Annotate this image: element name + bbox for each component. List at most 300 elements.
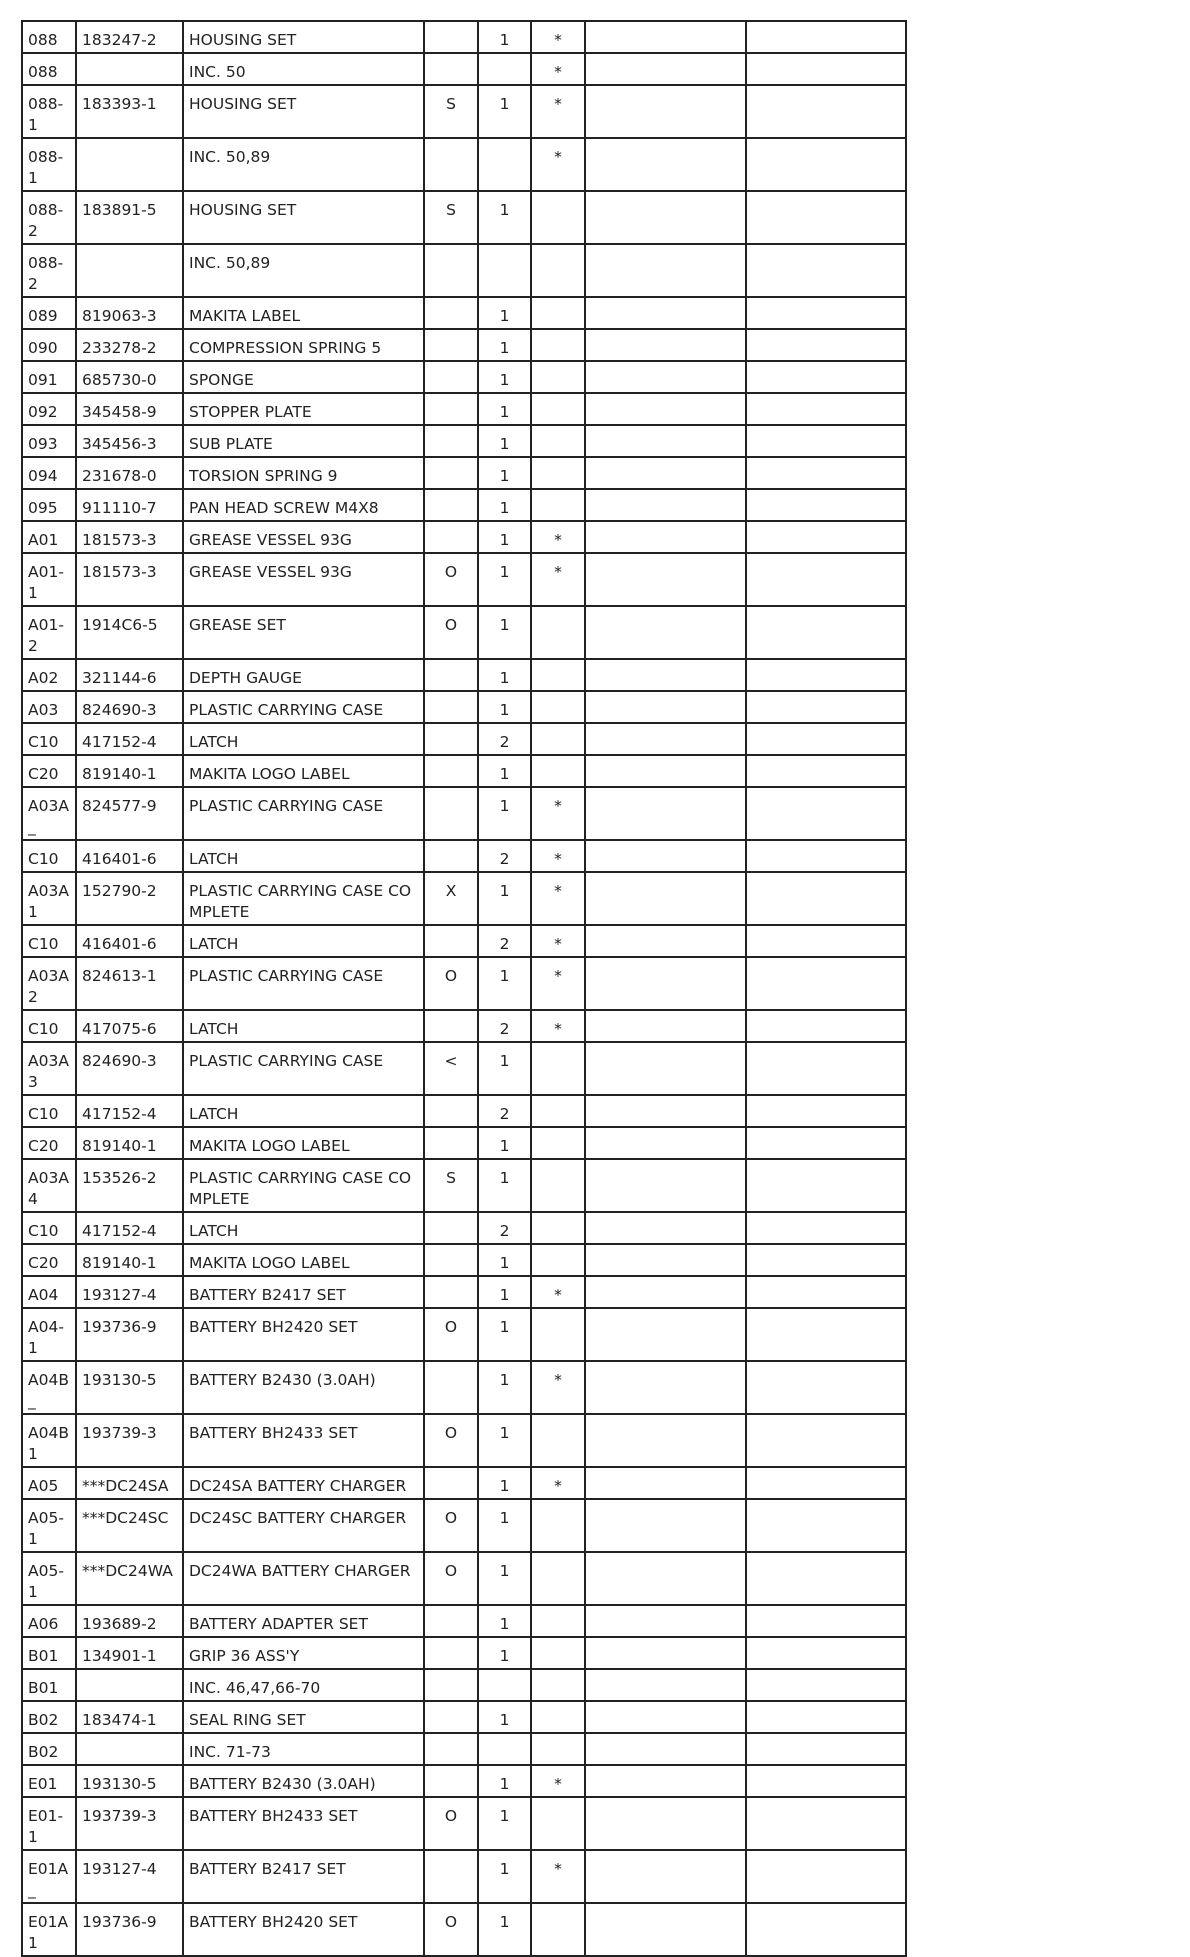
cell-qty: 1 bbox=[478, 1903, 531, 1956]
cell-item-no: A01-1 bbox=[22, 553, 76, 606]
cell-mark: * bbox=[531, 957, 585, 1010]
cell-extra-2 bbox=[746, 1637, 906, 1669]
cell-mark: * bbox=[531, 1467, 585, 1499]
cell-note bbox=[424, 1605, 478, 1637]
cell-qty: 2 bbox=[478, 1095, 531, 1127]
cell-note: O bbox=[424, 1308, 478, 1361]
table-row bbox=[22, 553, 906, 606]
cell-extra-1 bbox=[585, 872, 746, 925]
table-row bbox=[22, 138, 906, 191]
cell-item-no: B01 bbox=[22, 1669, 76, 1701]
cell-part-no: 231678-0 bbox=[76, 457, 183, 489]
cell-extra-2 bbox=[746, 1850, 906, 1903]
cell-extra-2 bbox=[746, 1733, 906, 1765]
cell-note bbox=[424, 1467, 478, 1499]
cell-note bbox=[424, 925, 478, 957]
cell-note bbox=[424, 361, 478, 393]
cell-note bbox=[424, 659, 478, 691]
cell-part-no: 1914C6-5 bbox=[76, 606, 183, 659]
cell-description: LATCH bbox=[183, 925, 424, 957]
cell-part-no: 193736-9 bbox=[76, 1903, 183, 1956]
cell-note bbox=[424, 1361, 478, 1414]
cell-part-no bbox=[76, 1669, 183, 1701]
cell-qty: 1 bbox=[478, 425, 531, 457]
cell-extra-2 bbox=[746, 1308, 906, 1361]
cell-extra-1 bbox=[585, 787, 746, 840]
table-row bbox=[22, 1042, 906, 1095]
cell-description: INC. 50,89 bbox=[183, 138, 424, 191]
cell-extra-2 bbox=[746, 840, 906, 872]
cell-part-no: 417075-6 bbox=[76, 1010, 183, 1042]
cell-extra-1 bbox=[585, 1361, 746, 1414]
cell-extra-1 bbox=[585, 1499, 746, 1552]
cell-note: S bbox=[424, 1159, 478, 1212]
cell-mark: * bbox=[531, 787, 585, 840]
cell-note bbox=[424, 1850, 478, 1903]
cell-description: GRIP 36 ASS'Y bbox=[183, 1637, 424, 1669]
cell-mark: * bbox=[531, 53, 585, 85]
cell-part-no: 819140-1 bbox=[76, 755, 183, 787]
table-row bbox=[22, 297, 906, 329]
cell-part-no: 416401-6 bbox=[76, 925, 183, 957]
cell-qty: 1 bbox=[478, 691, 531, 723]
cell-note: O bbox=[424, 957, 478, 1010]
cell-qty: 1 bbox=[478, 1308, 531, 1361]
cell-extra-2 bbox=[746, 297, 906, 329]
cell-description: MAKITA LOGO LABEL bbox=[183, 755, 424, 787]
cell-extra-2 bbox=[746, 21, 906, 53]
cell-note bbox=[424, 1733, 478, 1765]
cell-item-no: B02 bbox=[22, 1701, 76, 1733]
cell-part-no: 134901-1 bbox=[76, 1637, 183, 1669]
cell-note bbox=[424, 1244, 478, 1276]
cell-extra-2 bbox=[746, 1797, 906, 1850]
cell-mark: * bbox=[531, 1361, 585, 1414]
cell-note bbox=[424, 1276, 478, 1308]
cell-extra-1 bbox=[585, 1010, 746, 1042]
cell-extra-2 bbox=[746, 1669, 906, 1701]
cell-part-no: 193127-4 bbox=[76, 1276, 183, 1308]
cell-mark bbox=[531, 1669, 585, 1701]
cell-part-no: 193130-5 bbox=[76, 1765, 183, 1797]
cell-extra-1 bbox=[585, 840, 746, 872]
cell-note: O bbox=[424, 553, 478, 606]
cell-part-no: 183393-1 bbox=[76, 85, 183, 138]
cell-part-no: 819140-1 bbox=[76, 1244, 183, 1276]
table-row bbox=[22, 787, 906, 840]
cell-qty: 1 bbox=[478, 191, 531, 244]
cell-item-no: 088-1 bbox=[22, 85, 76, 138]
cell-part-no: 153526-2 bbox=[76, 1159, 183, 1212]
cell-qty: 1 bbox=[478, 393, 531, 425]
cell-qty: 1 bbox=[478, 1499, 531, 1552]
cell-description: INC. 50,89 bbox=[183, 244, 424, 297]
cell-extra-2 bbox=[746, 489, 906, 521]
cell-description: LATCH bbox=[183, 1010, 424, 1042]
cell-extra-1 bbox=[585, 606, 746, 659]
cell-item-no: C10 bbox=[22, 1212, 76, 1244]
cell-part-no: 183891-5 bbox=[76, 191, 183, 244]
cell-note bbox=[424, 457, 478, 489]
cell-extra-2 bbox=[746, 606, 906, 659]
cell-note: O bbox=[424, 1552, 478, 1605]
cell-qty bbox=[478, 244, 531, 297]
cell-qty bbox=[478, 53, 531, 85]
cell-extra-1 bbox=[585, 925, 746, 957]
cell-description: BATTERY BH2420 SET bbox=[183, 1903, 424, 1956]
cell-note bbox=[424, 138, 478, 191]
cell-part-no: 824577-9 bbox=[76, 787, 183, 840]
table-row bbox=[22, 691, 906, 723]
cell-extra-1 bbox=[585, 1467, 746, 1499]
cell-extra-2 bbox=[746, 1127, 906, 1159]
cell-part-no: 193689-2 bbox=[76, 1605, 183, 1637]
cell-qty: 1 bbox=[478, 1850, 531, 1903]
cell-extra-2 bbox=[746, 1903, 906, 1956]
cell-item-no: A03A_ bbox=[22, 787, 76, 840]
cell-mark bbox=[531, 457, 585, 489]
cell-qty: 1 bbox=[478, 85, 531, 138]
cell-extra-1 bbox=[585, 244, 746, 297]
cell-part-no: 183474-1 bbox=[76, 1701, 183, 1733]
cell-note bbox=[424, 1669, 478, 1701]
cell-extra-1 bbox=[585, 1244, 746, 1276]
cell-qty bbox=[478, 138, 531, 191]
cell-note: < bbox=[424, 1042, 478, 1095]
table-row bbox=[22, 1499, 906, 1552]
cell-item-no: A04-1 bbox=[22, 1308, 76, 1361]
cell-extra-2 bbox=[746, 723, 906, 755]
cell-mark bbox=[531, 1903, 585, 1956]
cell-item-no: 088-2 bbox=[22, 244, 76, 297]
cell-extra-2 bbox=[746, 329, 906, 361]
table-row bbox=[22, 1850, 906, 1903]
cell-mark bbox=[531, 297, 585, 329]
cell-extra-1 bbox=[585, 457, 746, 489]
cell-qty: 1 bbox=[478, 957, 531, 1010]
table-row bbox=[22, 489, 906, 521]
cell-item-no: A03A3 bbox=[22, 1042, 76, 1095]
cell-note bbox=[424, 1127, 478, 1159]
cell-item-no: C10 bbox=[22, 1010, 76, 1042]
cell-description: COMPRESSION SPRING 5 bbox=[183, 329, 424, 361]
cell-mark: * bbox=[531, 1010, 585, 1042]
cell-note bbox=[424, 1701, 478, 1733]
cell-extra-2 bbox=[746, 1467, 906, 1499]
cell-extra-2 bbox=[746, 1010, 906, 1042]
table-row bbox=[22, 425, 906, 457]
table-row bbox=[22, 1701, 906, 1733]
cell-note bbox=[424, 755, 478, 787]
cell-mark bbox=[531, 1605, 585, 1637]
cell-part-no: 181573-3 bbox=[76, 553, 183, 606]
cell-description: BATTERY B2430 (3.0AH) bbox=[183, 1765, 424, 1797]
cell-item-no: C10 bbox=[22, 723, 76, 755]
cell-extra-2 bbox=[746, 85, 906, 138]
cell-part-no: 345456-3 bbox=[76, 425, 183, 457]
cell-extra-1 bbox=[585, 1552, 746, 1605]
cell-extra-2 bbox=[746, 244, 906, 297]
cell-extra-1 bbox=[585, 1733, 746, 1765]
cell-description: INC. 71-73 bbox=[183, 1733, 424, 1765]
cell-note bbox=[424, 1765, 478, 1797]
cell-description: PLASTIC CARRYING CASE bbox=[183, 787, 424, 840]
cell-mark: * bbox=[531, 1276, 585, 1308]
cell-item-no: A03A2 bbox=[22, 957, 76, 1010]
cell-mark bbox=[531, 329, 585, 361]
cell-extra-1 bbox=[585, 1669, 746, 1701]
cell-mark: * bbox=[531, 840, 585, 872]
cell-extra-1 bbox=[585, 53, 746, 85]
cell-description: SEAL RING SET bbox=[183, 1701, 424, 1733]
cell-qty: 1 bbox=[478, 1244, 531, 1276]
cell-item-no: 088-2 bbox=[22, 191, 76, 244]
cell-extra-1 bbox=[585, 521, 746, 553]
cell-description: TORSION SPRING 9 bbox=[183, 457, 424, 489]
cell-note bbox=[424, 329, 478, 361]
cell-extra-2 bbox=[746, 1159, 906, 1212]
cell-part-no: 824690-3 bbox=[76, 1042, 183, 1095]
cell-mark bbox=[531, 393, 585, 425]
cell-mark: * bbox=[531, 138, 585, 191]
cell-extra-1 bbox=[585, 425, 746, 457]
cell-part-no: 824613-1 bbox=[76, 957, 183, 1010]
cell-extra-1 bbox=[585, 1276, 746, 1308]
cell-extra-2 bbox=[746, 1552, 906, 1605]
cell-qty: 1 bbox=[478, 755, 531, 787]
cell-extra-2 bbox=[746, 1276, 906, 1308]
cell-part-no bbox=[76, 53, 183, 85]
table-row bbox=[22, 755, 906, 787]
cell-note: O bbox=[424, 1414, 478, 1467]
cell-mark: * bbox=[531, 1850, 585, 1903]
cell-description: INC. 50 bbox=[183, 53, 424, 85]
cell-extra-1 bbox=[585, 393, 746, 425]
cell-description: PLASTIC CARRYING CASE bbox=[183, 691, 424, 723]
table-row bbox=[22, 1903, 906, 1956]
cell-description: SPONGE bbox=[183, 361, 424, 393]
cell-item-no: A05 bbox=[22, 1467, 76, 1499]
cell-item-no: A03 bbox=[22, 691, 76, 723]
cell-mark bbox=[531, 1127, 585, 1159]
cell-mark bbox=[531, 1159, 585, 1212]
cell-note: S bbox=[424, 85, 478, 138]
cell-item-no: B01 bbox=[22, 1637, 76, 1669]
table-row bbox=[22, 329, 906, 361]
cell-note bbox=[424, 489, 478, 521]
cell-mark bbox=[531, 691, 585, 723]
cell-qty: 1 bbox=[478, 1127, 531, 1159]
cell-description: BATTERY B2417 SET bbox=[183, 1850, 424, 1903]
table-row bbox=[22, 244, 906, 297]
cell-description: PAN HEAD SCREW M4X8 bbox=[183, 489, 424, 521]
cell-qty: 1 bbox=[478, 1276, 531, 1308]
cell-item-no: 092 bbox=[22, 393, 76, 425]
cell-qty: 1 bbox=[478, 606, 531, 659]
cell-part-no: 193130-5 bbox=[76, 1361, 183, 1414]
cell-extra-2 bbox=[746, 1212, 906, 1244]
cell-description: BATTERY BH2433 SET bbox=[183, 1797, 424, 1850]
cell-extra-1 bbox=[585, 489, 746, 521]
cell-mark: * bbox=[531, 521, 585, 553]
cell-description: PLASTIC CARRYING CASE bbox=[183, 1042, 424, 1095]
cell-extra-2 bbox=[746, 1499, 906, 1552]
cell-item-no: C10 bbox=[22, 840, 76, 872]
cell-extra-1 bbox=[585, 1850, 746, 1903]
table-row bbox=[22, 1127, 906, 1159]
cell-description: GREASE SET bbox=[183, 606, 424, 659]
cell-mark bbox=[531, 755, 585, 787]
cell-extra-2 bbox=[746, 393, 906, 425]
table-row bbox=[22, 1361, 906, 1414]
cell-note bbox=[424, 787, 478, 840]
table-row bbox=[22, 1095, 906, 1127]
cell-mark bbox=[531, 425, 585, 457]
table-row bbox=[22, 521, 906, 553]
cell-qty: 2 bbox=[478, 1010, 531, 1042]
cell-item-no: A02 bbox=[22, 659, 76, 691]
table-row bbox=[22, 925, 906, 957]
cell-item-no: E01A1 bbox=[22, 1903, 76, 1956]
cell-description: MAKITA LOGO LABEL bbox=[183, 1244, 424, 1276]
cell-part-no: 417152-4 bbox=[76, 723, 183, 755]
cell-mark bbox=[531, 1244, 585, 1276]
cell-description: MAKITA LABEL bbox=[183, 297, 424, 329]
cell-part-no: 193739-3 bbox=[76, 1797, 183, 1850]
cell-mark bbox=[531, 1733, 585, 1765]
cell-note bbox=[424, 53, 478, 85]
table-row bbox=[22, 361, 906, 393]
cell-qty: 1 bbox=[478, 1605, 531, 1637]
cell-extra-1 bbox=[585, 1903, 746, 1956]
cell-part-no: ***DC24WA bbox=[76, 1552, 183, 1605]
cell-extra-2 bbox=[746, 521, 906, 553]
cell-extra-1 bbox=[585, 1127, 746, 1159]
cell-item-no: A04 bbox=[22, 1276, 76, 1308]
cell-item-no: 091 bbox=[22, 361, 76, 393]
cell-qty: 1 bbox=[478, 787, 531, 840]
cell-item-no: 095 bbox=[22, 489, 76, 521]
cell-item-no: A03A1 bbox=[22, 872, 76, 925]
cell-part-no: 685730-0 bbox=[76, 361, 183, 393]
cell-extra-2 bbox=[746, 755, 906, 787]
cell-item-no: C10 bbox=[22, 1095, 76, 1127]
table-row bbox=[22, 1212, 906, 1244]
cell-extra-2 bbox=[746, 138, 906, 191]
cell-part-no: 911110-7 bbox=[76, 489, 183, 521]
cell-part-no: ***DC24SA bbox=[76, 1467, 183, 1499]
cell-description: LATCH bbox=[183, 840, 424, 872]
cell-extra-1 bbox=[585, 297, 746, 329]
cell-mark bbox=[531, 191, 585, 244]
cell-extra-2 bbox=[746, 872, 906, 925]
cell-part-no: 819140-1 bbox=[76, 1127, 183, 1159]
cell-note: O bbox=[424, 1499, 478, 1552]
cell-mark: * bbox=[531, 21, 585, 53]
cell-extra-2 bbox=[746, 425, 906, 457]
cell-mark: * bbox=[531, 925, 585, 957]
cell-part-no: 193736-9 bbox=[76, 1308, 183, 1361]
cell-extra-1 bbox=[585, 691, 746, 723]
parts-list-sheet bbox=[21, 20, 907, 1957]
cell-description: SUB PLATE bbox=[183, 425, 424, 457]
cell-mark bbox=[531, 1637, 585, 1669]
cell-description: LATCH bbox=[183, 1212, 424, 1244]
cell-item-no: C20 bbox=[22, 755, 76, 787]
table-row bbox=[22, 393, 906, 425]
cell-qty: 1 bbox=[478, 659, 531, 691]
table-row bbox=[22, 957, 906, 1010]
cell-extra-1 bbox=[585, 755, 746, 787]
cell-description: HOUSING SET bbox=[183, 85, 424, 138]
cell-part-no: 233278-2 bbox=[76, 329, 183, 361]
table-row bbox=[22, 1669, 906, 1701]
cell-extra-1 bbox=[585, 85, 746, 138]
cell-note bbox=[424, 723, 478, 755]
cell-description: HOUSING SET bbox=[183, 191, 424, 244]
cell-qty: 1 bbox=[478, 1467, 531, 1499]
table-row bbox=[22, 1765, 906, 1797]
cell-extra-2 bbox=[746, 1605, 906, 1637]
cell-description: LATCH bbox=[183, 1095, 424, 1127]
cell-qty: 1 bbox=[478, 1042, 531, 1095]
cell-extra-2 bbox=[746, 553, 906, 606]
cell-extra-2 bbox=[746, 1244, 906, 1276]
cell-qty: 1 bbox=[478, 1414, 531, 1467]
table-row bbox=[22, 1605, 906, 1637]
cell-qty: 1 bbox=[478, 872, 531, 925]
cell-extra-2 bbox=[746, 957, 906, 1010]
cell-description: DC24SC BATTERY CHARGER bbox=[183, 1499, 424, 1552]
cell-mark: * bbox=[531, 85, 585, 138]
cell-note bbox=[424, 297, 478, 329]
cell-qty bbox=[478, 1669, 531, 1701]
table-row bbox=[22, 659, 906, 691]
table-row bbox=[22, 723, 906, 755]
cell-note bbox=[424, 21, 478, 53]
cell-mark bbox=[531, 659, 585, 691]
cell-description: GREASE VESSEL 93G bbox=[183, 553, 424, 606]
cell-note bbox=[424, 1637, 478, 1669]
cell-item-no: A01 bbox=[22, 521, 76, 553]
cell-item-no: E01-1 bbox=[22, 1797, 76, 1850]
cell-note: O bbox=[424, 606, 478, 659]
cell-mark bbox=[531, 1042, 585, 1095]
cell-extra-2 bbox=[746, 1361, 906, 1414]
cell-qty: 1 bbox=[478, 329, 531, 361]
cell-extra-2 bbox=[746, 925, 906, 957]
cell-qty: 1 bbox=[478, 361, 531, 393]
cell-note bbox=[424, 691, 478, 723]
cell-description: PLASTIC CARRYING CASE bbox=[183, 957, 424, 1010]
table-row bbox=[22, 606, 906, 659]
cell-item-no: E01A_ bbox=[22, 1850, 76, 1903]
cell-mark bbox=[531, 723, 585, 755]
cell-qty: 1 bbox=[478, 553, 531, 606]
cell-extra-1 bbox=[585, 138, 746, 191]
cell-extra-1 bbox=[585, 1212, 746, 1244]
table-row bbox=[22, 1797, 906, 1850]
cell-extra-1 bbox=[585, 1308, 746, 1361]
cell-extra-2 bbox=[746, 361, 906, 393]
cell-extra-1 bbox=[585, 1765, 746, 1797]
cell-part-no: 321144-6 bbox=[76, 659, 183, 691]
cell-description: BATTERY ADAPTER SET bbox=[183, 1605, 424, 1637]
table-row bbox=[22, 1308, 906, 1361]
cell-part-no: 416401-6 bbox=[76, 840, 183, 872]
cell-item-no: C20 bbox=[22, 1244, 76, 1276]
cell-extra-1 bbox=[585, 1797, 746, 1850]
